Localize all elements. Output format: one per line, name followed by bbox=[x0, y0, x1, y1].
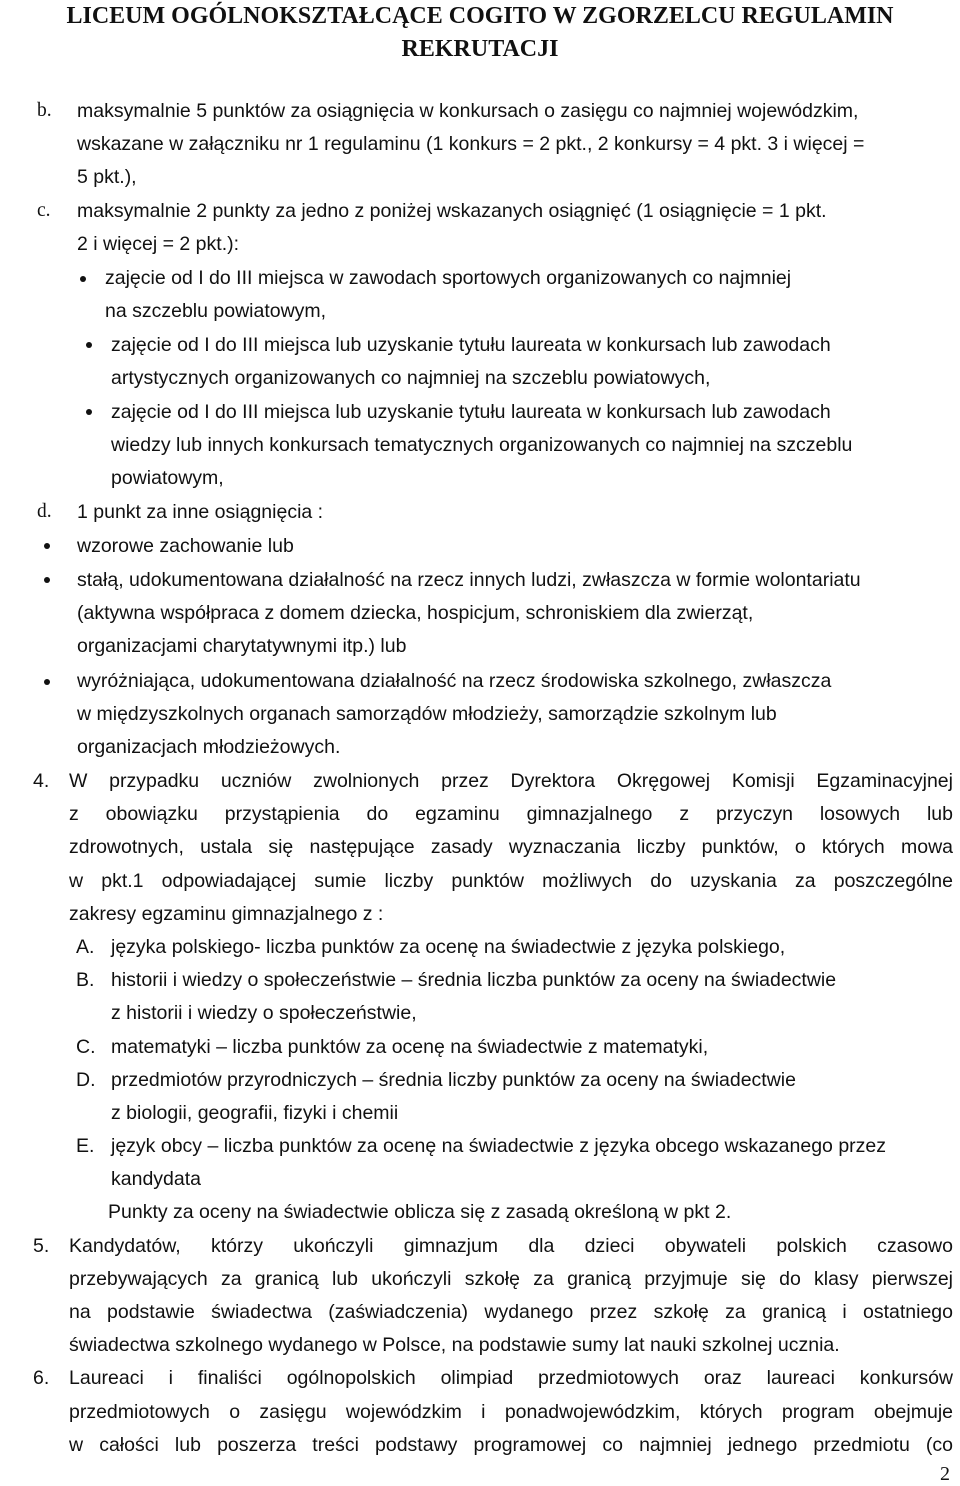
d-bullet-2-line-2: (aktywna współpraca z domem dziecka, hospicjum, schroniskiem dla zwierząt, bbox=[77, 602, 754, 624]
point-5-line-4: świadectwa szkolnego wydanego w Polsce, na podstawie sumy lat nauki szkolnej ucznia. bbox=[69, 1334, 840, 1356]
point-4-note: Punkty za oceny na świadectwie oblicza się z zasadą określoną w pkt 2. bbox=[108, 1201, 732, 1223]
d-bullet-2-line-1: stałą, udokumentowana działalność na rzecz innych ludzi, zwłaszcza w formie wolontariatu bbox=[77, 569, 861, 591]
point-4-item-A-line-1: języka polskiego- liczba punktów za ocenę na świadectwie z języka polskiego, bbox=[111, 936, 786, 958]
d-bullet-3-line-3: organizacjach młodzieżowych. bbox=[77, 736, 341, 758]
point-4-item-C-line-1: matematyki – liczba punktów za ocenę na świadectwie z matematyki, bbox=[111, 1036, 709, 1058]
point-5-number: 5. bbox=[33, 1235, 50, 1257]
point-4-item-D-line-1: przedmiotów przyrodniczych – średnia liczby punktów za oceny na świadectwie bbox=[111, 1069, 796, 1091]
point-6-line-3: w całości lub poszerza treści podstawy programowej co najmniej jednego przedmiotu (co bbox=[69, 1434, 953, 1456]
c-bullet-3-line-3: powiatowym, bbox=[111, 467, 224, 489]
item-c-line-1: maksymalnie 2 punkty za jedno z poniżej wskazanych osiągnięć (1 osiągnięcie = 1 pkt. bbox=[77, 200, 827, 222]
point-4-item-A-letter: A. bbox=[76, 936, 95, 958]
item-d-line-1: 1 punkt za inne osiągnięcia : bbox=[77, 501, 324, 523]
bullet-icon bbox=[86, 342, 92, 348]
point-4-number: 4. bbox=[33, 770, 50, 792]
point-5-line-3: na podstawie świadectwa (zaświadczenia) wydanego przez szkołę za granicą i ostatniego bbox=[69, 1301, 953, 1323]
c-bullet-1-line-1: zajęcie od I do III miejsca w zawodach sportowych organizowanych co najmniej bbox=[105, 267, 792, 289]
document-title-line-2: REKRUTACJI bbox=[401, 36, 559, 62]
point-4-item-E-letter: E. bbox=[76, 1135, 95, 1157]
item-c-marker: c. bbox=[37, 200, 51, 221]
c-bullet-3-line-1: zajęcie od I do III miejsca lub uzyskanie tytułu laureata w konkursach lub zawodach bbox=[111, 401, 831, 423]
point-4-line-5: zakresy egzaminu gimnazjalnego z : bbox=[69, 903, 384, 925]
point-4-item-C-letter: C. bbox=[76, 1036, 96, 1058]
d-bullet-3-line-2: w międzyszkolnych organach samorządów młodzieży, samorządzie szkolnym lub bbox=[77, 703, 777, 725]
point-6-number: 6. bbox=[33, 1367, 50, 1389]
c-bullet-3-line-2: wiedzy lub innych konkursach tematycznych organizowanych co najmniej na szczeblu bbox=[111, 434, 853, 456]
item-b-line-3: 5 pkt.), bbox=[77, 166, 137, 188]
item-d-marker: d. bbox=[37, 501, 52, 522]
bullet-icon bbox=[44, 577, 50, 583]
point-6-line-2: przedmiotowych o zasięgu wojewódzkim i ponadwojewódzkim, których program obejmuje bbox=[69, 1401, 953, 1423]
point-4-line-2: z obowiązku przystąpienia do egzaminu gimnazjalnego z przyczyn losowych lub bbox=[69, 803, 953, 825]
point-5-line-2: przebywających za granicą lub ukończyli szkołę za granicą przyjmuje się do klasy pierwszej bbox=[69, 1268, 953, 1290]
point-4-line-4: w pkt.1 odpowiadającej sumie liczby punktów możliwych do uzyskania za poszczególne bbox=[69, 870, 953, 892]
d-bullet-3-line-1: wyróżniająca, udokumentowana działalność na rzecz środowiska szkolnego, zwłaszcza bbox=[77, 670, 832, 692]
page-number: 2 bbox=[940, 1463, 950, 1485]
item-c-line-2: 2 i więcej = 2 pkt.): bbox=[77, 233, 240, 255]
point-5-line-1: Kandydatów, którzy ukończyli gimnazjum dla dzieci obywateli polskich czasowo bbox=[69, 1235, 953, 1257]
point-4-line-1: W przypadku uczniów zwolnionych przez Dyrektora Okręgowej Komisji Egzaminacyjnej bbox=[69, 770, 953, 792]
d-bullet-2-line-3: organizacjami charytatywnymi itp.) lub bbox=[77, 635, 407, 657]
bullet-icon bbox=[44, 679, 50, 685]
point-4-item-B-letter: B. bbox=[76, 969, 95, 991]
bullet-icon bbox=[80, 276, 86, 282]
bullet-icon bbox=[44, 543, 50, 549]
point-4-item-E-line-1: język obcy – liczba punktów za ocenę na świadectwie z języka obcego wskazanego przez bbox=[111, 1135, 887, 1157]
c-bullet-2-line-2: artystycznych organizowanych co najmniej na szczeblu powiatowych, bbox=[111, 367, 711, 389]
point-4-item-D-line-2: z biologii, geografii, fizyki i chemii bbox=[111, 1102, 399, 1124]
point-4-item-B-line-1: historii i wiedzy o społeczeństwie – średnia liczba punktów za oceny na świadectwie bbox=[111, 969, 837, 991]
item-b-line-1: maksymalnie 5 punktów za osiągnięcia w konkursach o zasięgu co najmniej wojewódzkim, bbox=[77, 100, 859, 122]
point-4-line-3: zdrowotnych, ustala się następujące zasady wyznaczania liczby punktów, o których mowa bbox=[69, 836, 953, 858]
document-title-line-1: LICEUM OGÓLNOKSZTAŁCĄCE COGITO W ZGORZELCU REGULAMIN bbox=[66, 3, 894, 29]
c-bullet-1-line-2: na szczeblu powiatowym, bbox=[105, 300, 327, 322]
item-b-marker: b. bbox=[37, 100, 52, 121]
point-4-item-E-line-2: kandydata bbox=[111, 1168, 201, 1190]
c-bullet-2-line-1: zajęcie od I do III miejsca lub uzyskanie tytułu laureata w konkursach lub zawodach bbox=[111, 334, 831, 356]
point-4-item-D-letter: D. bbox=[76, 1069, 96, 1091]
bullet-icon bbox=[86, 409, 92, 415]
d-bullet-1-line-1: wzorowe zachowanie lub bbox=[77, 535, 294, 557]
point-6-line-1: Laureaci i finaliści ogólnopolskich olimpiad przedmiotowych oraz laureaci konkursów bbox=[69, 1367, 953, 1389]
point-4-item-B-line-2: z historii i wiedzy o społeczeństwie, bbox=[111, 1002, 417, 1024]
item-b-line-2: wskazane w załączniku nr 1 regulaminu (1 konkurs = 2 pkt., 2 konkursy = 4 pkt. 3 i więcej = bbox=[77, 133, 865, 155]
